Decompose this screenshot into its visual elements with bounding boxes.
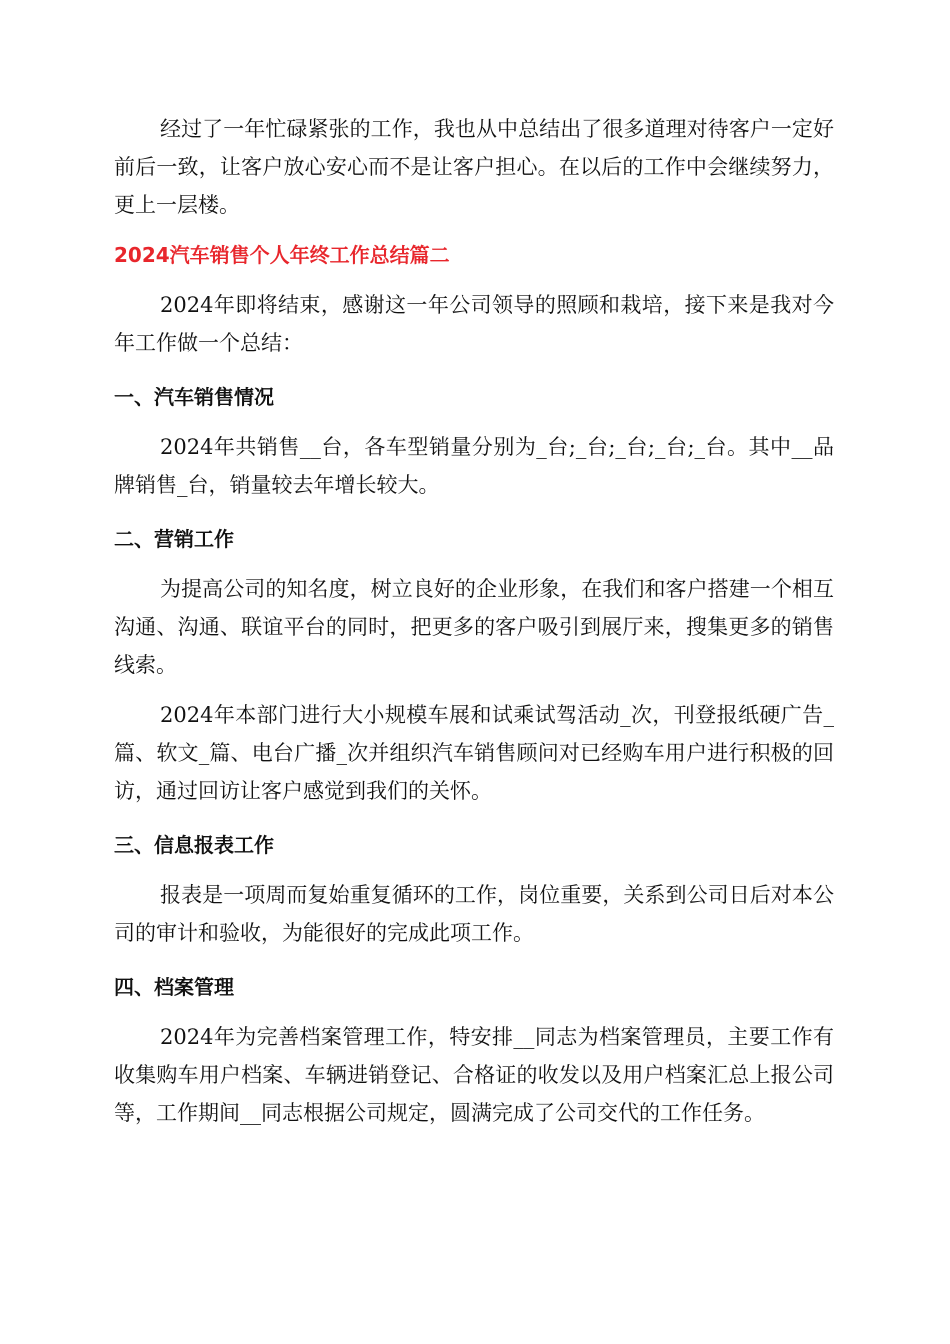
intro-paragraph: 经过了一年忙碌紧张的工作，我也从中总结出了很多道理对待客户一定好前后一致，让客户放心安心而不是让客户担心。在以后的工作中会继续努力，更上一层楼。 xyxy=(114,117,834,217)
paragraph-sales-situation: 2024年共销售__台，各车型销量分别为_台;_台;_台;_台;_台。其中__品牌销售_台，销量较去年增长较大。 xyxy=(114,435,834,497)
document-body xyxy=(114,110,834,1132)
paragraph-archive-management: 2024年为完善档案管理工作，特安排__同志为档案管理员，主要工作有收集购车用户档案、车辆进销登记、合格证的收发以及用户档案汇总上报公司等，工作期间__同志根据公司规定，圆满完成了公司交代的工作任务。 xyxy=(114,1025,834,1125)
heading-sales-situation: 一、汽车销售情况 xyxy=(114,385,274,409)
heading-archive-management: 四、档案管理 xyxy=(114,975,234,999)
paragraph-marketing-work-1: 为提高公司的知名度，树立良好的企业形象，在我们和客户搭建一个相互沟通、沟通、联谊平台的同时，把更多的客户吸引到展厅来，搜集更多的销售线索。 xyxy=(114,577,834,677)
heading-marketing-work: 二、营销工作 xyxy=(114,527,234,551)
paragraph-marketing-work-2: 2024年本部门进行大小规模车展和试乘试驾活动_次，刊登报纸硬广告_篇、软文_篇、电台广播_次并组织汽车销售顾问对已经购车用户进行积极的回访，通过回访让客户感觉到我们的关怀。 xyxy=(114,703,834,803)
section-title: 2024汽车销售个人年终工作总结篇二 xyxy=(114,243,450,267)
heading-report-work: 三、信息报表工作 xyxy=(114,833,274,857)
opening-paragraph: 2024年即将结束，感谢这一年公司领导的照顾和栽培，接下来是我对今年工作做一个总结： xyxy=(114,293,834,355)
paragraph-report-work: 报表是一项周而复始重复循环的工作，岗位重要，关系到公司日后对本公司的审计和验收，为能很好的完成此项工作。 xyxy=(114,883,834,945)
